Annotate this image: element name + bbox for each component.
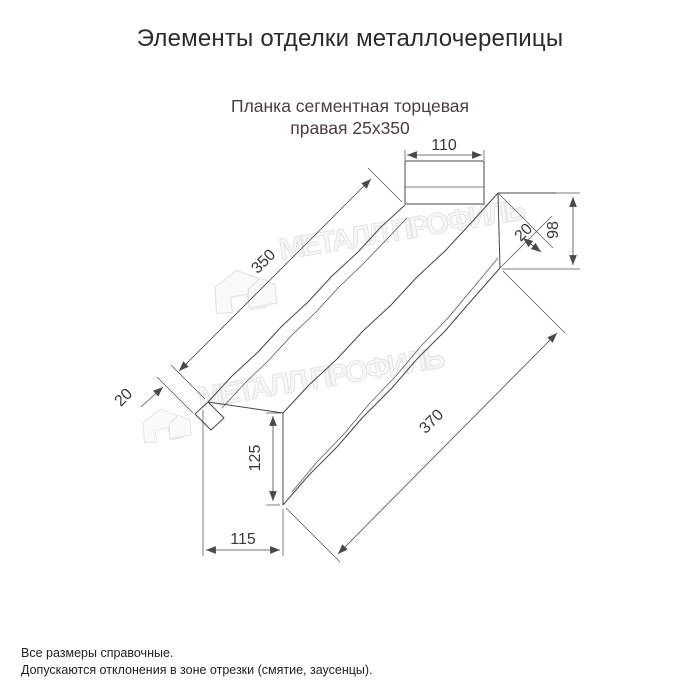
dimension-370 [286,271,565,562]
dimension-115 [203,410,283,556]
dim-label-20-right: 20 [511,220,537,246]
watermark-lower [140,341,451,444]
dim-label-370: 370 [416,406,448,438]
dim-label-20-left: 20 [111,385,137,411]
dimension-20-left [112,377,193,413]
dim-label-125: 125 [247,444,264,472]
page-title: Элементы отделки металлочерепицы [136,25,564,52]
footer-note-2: Допускаются отклонения в зоне отрезки (смятие, заусенцы). [21,663,373,677]
extension-line [157,377,193,413]
dim-label-115: 115 [230,531,256,548]
dim-label-350: 350 [248,246,280,278]
dim-350-line [179,179,371,371]
dim-label-110: 110 [431,137,457,154]
footer-notes [21,645,373,679]
extension-line [503,271,565,333]
dimension-110 [405,137,484,160]
dim-label-98: 98 [545,221,562,239]
watermark-text: МЕТАЛЛ ПРОФИЛЬ [195,340,451,415]
subtitle-line-1: Планка сегментная торцевая [230,96,470,116]
dim-20-left-arrow [141,387,163,407]
watermark-text: МЕТАЛЛ ПРОФИЛЬ [276,192,532,267]
flange-end-rect [405,161,484,204]
extension-line [368,168,402,202]
dimension-125 [247,413,280,505]
house-logo-icon [140,405,192,443]
extension-line [286,508,340,562]
subtitle-line-2: правая 25х350 [290,118,410,138]
footer-note-1: Все размеры справочные. [21,646,174,660]
house-logo-icon [211,265,278,314]
